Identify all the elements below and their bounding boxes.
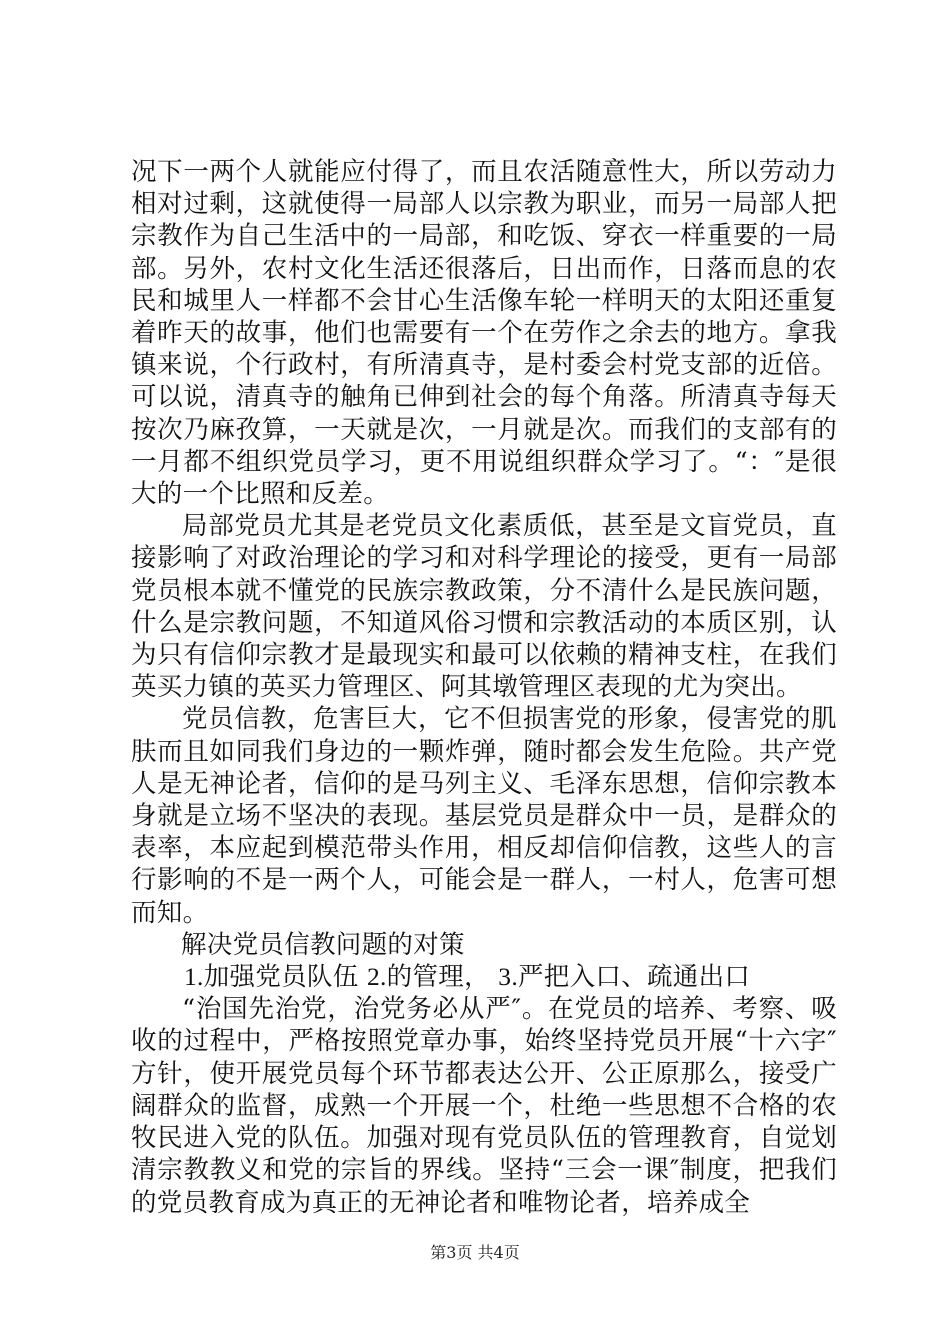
body-paragraph-2: 局部党员尤其是老党员文化素质低，甚至是文盲党员，直接影响了对政治理论的学习和对科学理论的接受，更有一局部党员根本就不懂党的民族宗教政策，分不清什么是民族问题，什么是宗教问题，不知道风俗习惯和宗教活动的本质区别，认为只有信仰宗教才是最现实和最可以依赖的精神支柱，在我们英买力镇的英买力管理区、阿其墩管理区表现的尤为突出。 — [131, 511, 837, 703]
body-paragraph-1: 况下一两个人就能应付得了，而且农活随意性大，所以劳动力相对过剩，这就使得一局部人以宗教为职业，而另一局部人把宗教作为自己生活中的一局部，和吃饭、穿衣一样重要的一局部。另外，农村文化生活还很落后，日出而作，日落而息的农民和城里人一样都不会甘心生活像车轮一样明天的太阳还重复着昨天的故事，他们也需要有一个在劳作之余去的地方。拿我镇来说，个行政村，有所清真寺，是村委会村党支部的近倍。可以说，清真寺的触角已伸到社会的每个角落。所清真寺每天按次乃麻孜算，一天就是次，一月就是次。而我们的支部有的一月都不组织党员学习，更不用说组织群众学习了。“：″是很大的一个比照和反差。 — [131, 157, 837, 510]
numbered-item-2: 2.的管理， — [366, 962, 490, 992]
section-heading: 解决党员信教问题的对策 — [181, 929, 465, 960]
numbered-items-line — [131, 961, 837, 993]
body-paragraph-3: 党员信教，危害巨大，它不但损害党的形象，侵害党的肌肤而且如同我们身边的一颗炸弹，随时都会发生危险。共产党人是无神论者，信仰的是马列主义、毛泽东思想，信仰宗教本身就是立场不坚决的表现。基层党员是群众中一员，是群众的表率，本应起到模范带头作用，相反却信仰信教，这些人的言行影响的不是一两个人，可能会是一群人，一村人，危害可想而知。 — [131, 704, 837, 928]
document-body — [131, 156, 837, 1219]
body-paragraph-4: “治国先治党，治党务必从严″。在党员的培养、考察、吸收的过程中，严格按照党章办事，始终坚持党员开展“十六字″方针，使开展党员每个环节都表达公开、公正原那么，接受广阔群众的监督，成熟一个开展一个，杜绝一些思想不合格的农牧民进入党的队伍。加强对现有党员队伍的管理教育，自觉划清宗教教义和党的宗旨的界线。坚持“三会一课″制度，把我们的党员教育成为真正的无神论者和唯物论者，培养成全 — [131, 994, 837, 1218]
numbered-item-1: 1.加强党员队伍 — [184, 962, 359, 992]
page-footer: 第3页 共4页 — [430, 1243, 520, 1262]
numbered-item-3: 3.严把入口、疏通出口 — [498, 962, 751, 992]
